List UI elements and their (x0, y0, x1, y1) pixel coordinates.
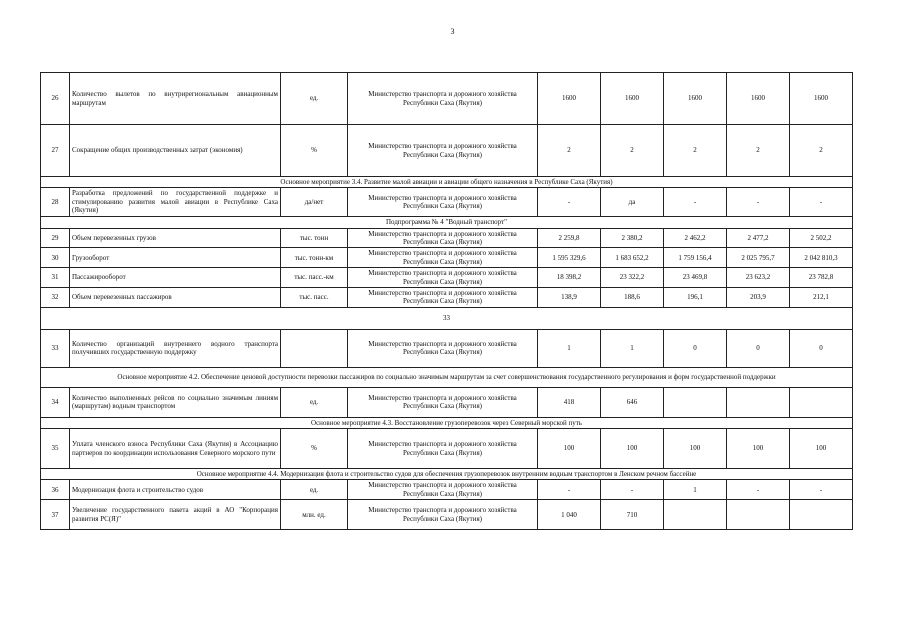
indicator-name: Разработка предложений по государственной поддержке и стимулированию развития малой авиации в Республике Саха (Якутия) (70, 188, 281, 216)
table-row (41, 329, 853, 367)
table-row (41, 500, 853, 530)
value-cell: 0 (727, 329, 790, 367)
value-cell: 1600 (790, 73, 853, 125)
value-cell: - (538, 188, 601, 216)
section-row (41, 469, 853, 480)
indicator-name: Пассажирооборот (70, 268, 281, 288)
section-title: Основное мероприятие 3.4. Развитие малой авиации и авиации общего назначения в Республике Саха (Якутия) (41, 177, 853, 188)
indicator-name: Объем перевезенных пассажиров (70, 287, 281, 307)
indicator-name: Модернизация флота и строительство судов (70, 480, 281, 500)
responsible-organization: Министерство транспорта и дорожного хозяйства Республики Саха (Якутия) (348, 387, 538, 417)
value-cell: - (727, 188, 790, 216)
row-number: 29 (41, 228, 70, 248)
section-row (41, 307, 853, 329)
value-cell: 1 (538, 329, 601, 367)
row-number: 34 (41, 387, 70, 417)
table-row (41, 188, 853, 216)
unit-of-measure: ед. (281, 387, 348, 417)
value-cell (790, 387, 853, 417)
section-title: Основное мероприятие 4.2. Обеспечение ценовой доступности перевозки пассажиров по социально значимым маршрутам за счет совершенствования государственного регулирования и форм государственной поддержки (41, 367, 853, 387)
responsible-organization: Министерство транспорта и дорожного хозяйства Республики Саха (Якутия) (348, 329, 538, 367)
value-cell: 2 477,2 (727, 228, 790, 248)
responsible-organization: Министерство транспорта и дорожного хозяйства Республики Саха (Якутия) (348, 500, 538, 530)
value-cell: 196,1 (664, 287, 727, 307)
value-cell: 1600 (727, 73, 790, 125)
responsible-organization: Министерство транспорта и дорожного хозяйства Республики Саха (Якутия) (348, 125, 538, 177)
value-cell: 2 042 810,3 (790, 248, 853, 268)
section-title: Основное мероприятие 4.4. Модернизация флота и строительство судов для обеспечения грузоперевозок внутренним водным транспортом в Ленском речном бассейне (41, 469, 853, 480)
responsible-organization: Министерство транспорта и дорожного хозяйства Республики Саха (Якутия) (348, 188, 538, 216)
value-cell: 2 (601, 125, 664, 177)
section-title: Основное мероприятие 4.3. Восстановление грузоперевозок через Северный морской путь (41, 417, 853, 428)
section-row (41, 177, 853, 188)
value-cell: 418 (538, 387, 601, 417)
responsible-organization: Министерство транспорта и дорожного хозяйства Республики Саха (Якутия) (348, 248, 538, 268)
value-cell: 1 040 (538, 500, 601, 530)
value-cell: 2 502,2 (790, 228, 853, 248)
responsible-organization: Министерство транспорта и дорожного хозяйства Республики Саха (Якутия) (348, 429, 538, 469)
value-cell: 2 025 795,7 (727, 248, 790, 268)
section-row (41, 367, 853, 387)
value-cell: 2 (727, 125, 790, 177)
value-cell: 23 322,2 (601, 268, 664, 288)
unit-of-measure: тыс. тонн-км (281, 248, 348, 268)
value-cell: - (601, 480, 664, 500)
value-cell: 1 595 329,6 (538, 248, 601, 268)
indicators-table (40, 72, 853, 530)
indicator-name: Грузооборот (70, 248, 281, 268)
value-cell: 23 623,2 (727, 268, 790, 288)
row-number: 28 (41, 188, 70, 216)
unit-of-measure (281, 329, 348, 367)
value-cell: 100 (664, 429, 727, 469)
value-cell: 646 (601, 387, 664, 417)
unit-of-measure: % (281, 429, 348, 469)
row-number: 27 (41, 125, 70, 177)
responsible-organization: Министерство транспорта и дорожного хозяйства Республики Саха (Якутия) (348, 268, 538, 288)
section-row (41, 216, 853, 228)
unit-of-measure: тыс. пасс.-км (281, 268, 348, 288)
value-cell: - (790, 480, 853, 500)
value-cell: 1600 (664, 73, 727, 125)
indicator-name: Уплата членского взноса Республики Саха (Якутия) в Ассоциацию партнеров по координации использования Северного морского пути (70, 429, 281, 469)
indicator-name: Количество выполненных рейсов по социально значимым линиям (маршрутам) водным транспортом (70, 387, 281, 417)
value-cell: 2 380,2 (601, 228, 664, 248)
value-cell: да (601, 188, 664, 216)
value-cell: - (790, 188, 853, 216)
value-cell: 100 (790, 429, 853, 469)
row-number: 33 (41, 329, 70, 367)
value-cell: - (664, 188, 727, 216)
indicator-name: Увеличение государственного пакета акций в АО "Корпорация развития РС(Я)" (70, 500, 281, 530)
section-title: Подпрограмма № 4 "Водный транспорт" (41, 216, 853, 228)
value-cell (790, 500, 853, 530)
row-number: 35 (41, 429, 70, 469)
table-row (41, 73, 853, 125)
table-row (41, 248, 853, 268)
unit-of-measure: ед. (281, 73, 348, 125)
responsible-organization: Министерство транспорта и дорожного хозяйства Республики Саха (Якутия) (348, 73, 538, 125)
table-row (41, 387, 853, 417)
value-cell: 23 782,8 (790, 268, 853, 288)
unit-of-measure: млн. ед. (281, 500, 348, 530)
value-cell: 1 759 156,4 (664, 248, 727, 268)
value-cell: 188,6 (601, 287, 664, 307)
section-title: 33 (41, 307, 853, 329)
value-cell: 2 462,2 (664, 228, 727, 248)
row-number: 32 (41, 287, 70, 307)
table-row (41, 429, 853, 469)
table-row (41, 287, 853, 307)
responsible-organization: Министерство транспорта и дорожного хозяйства Республики Саха (Якутия) (348, 480, 538, 500)
page-number: 3 (450, 27, 455, 36)
value-cell: 2 259,8 (538, 228, 601, 248)
value-cell: 100 (601, 429, 664, 469)
value-cell: 1 (664, 480, 727, 500)
value-cell (664, 500, 727, 530)
value-cell: 138,9 (538, 287, 601, 307)
unit-of-measure: да/нет (281, 188, 348, 216)
value-cell: 1 (601, 329, 664, 367)
value-cell: 0 (664, 329, 727, 367)
row-number: 26 (41, 73, 70, 125)
value-cell: 2 (664, 125, 727, 177)
value-cell: - (727, 480, 790, 500)
row-number: 30 (41, 248, 70, 268)
unit-of-measure: ед. (281, 480, 348, 500)
value-cell: 23 469,8 (664, 268, 727, 288)
row-number: 31 (41, 268, 70, 288)
value-cell: 18 398,2 (538, 268, 601, 288)
responsible-organization: Министерство транспорта и дорожного хозяйства Республики Саха (Якутия) (348, 287, 538, 307)
value-cell: 203,9 (727, 287, 790, 307)
unit-of-measure: тыс. тонн (281, 228, 348, 248)
value-cell: 1 683 652,2 (601, 248, 664, 268)
value-cell: 1600 (538, 73, 601, 125)
indicators-table-body (41, 73, 853, 530)
indicator-name: Количество организаций внутреннего водного транспорта получивших государственную поддержку (70, 329, 281, 367)
indicator-name: Объем перевезенных грузов (70, 228, 281, 248)
responsible-organization: Министерство транспорта и дорожного хозяйства Республики Саха (Якутия) (348, 228, 538, 248)
table-row (41, 268, 853, 288)
table-row (41, 480, 853, 500)
value-cell: 2 (538, 125, 601, 177)
table-row (41, 228, 853, 248)
value-cell (664, 387, 727, 417)
unit-of-measure: % (281, 125, 348, 177)
value-cell: 0 (790, 329, 853, 367)
value-cell (727, 500, 790, 530)
indicator-name: Сокращение общих производственных затрат (экономия) (70, 125, 281, 177)
row-number: 37 (41, 500, 70, 530)
indicator-name: Количество вылетов по внутрирегиональным авиационным маршрутам (70, 73, 281, 125)
unit-of-measure: тыс. пасс. (281, 287, 348, 307)
value-cell (727, 387, 790, 417)
value-cell: 710 (601, 500, 664, 530)
value-cell: 1600 (601, 73, 664, 125)
value-cell: 212,1 (790, 287, 853, 307)
value-cell: 100 (727, 429, 790, 469)
section-row (41, 417, 853, 428)
table-row (41, 125, 853, 177)
value-cell: - (538, 480, 601, 500)
value-cell: 100 (538, 429, 601, 469)
row-number: 36 (41, 480, 70, 500)
value-cell: 2 (790, 125, 853, 177)
